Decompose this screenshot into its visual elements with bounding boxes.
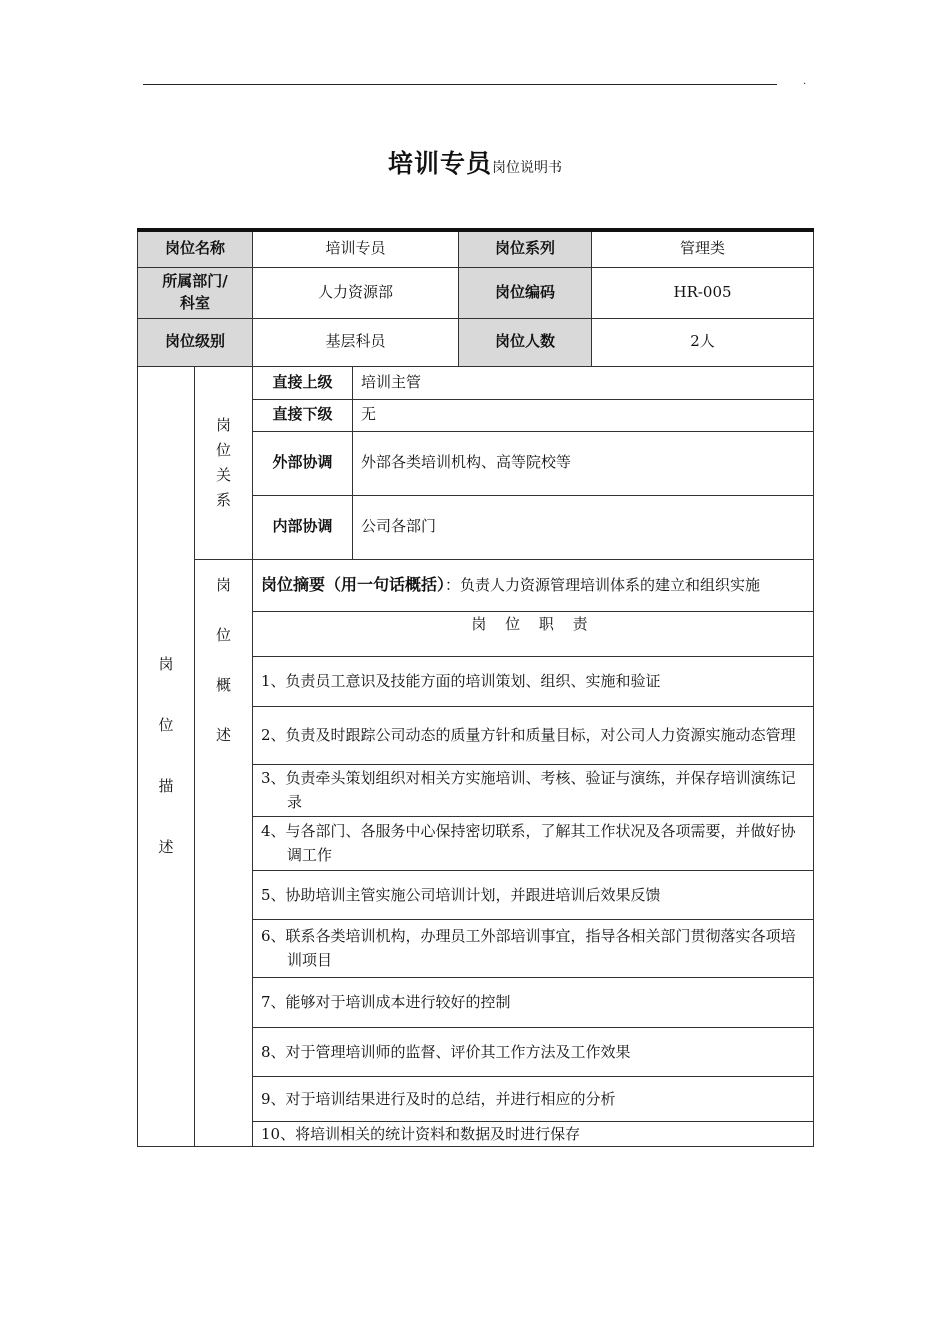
- level-label: 岗位级别: [138, 318, 253, 366]
- direct-superior-label: 直接上级: [253, 366, 353, 399]
- job-description-table: [137, 228, 814, 1147]
- duty-item: 6、联系各类培训机构，办理员工外部培训事宜，指导各相关部门贯彻落实各项培训项目: [253, 919, 814, 977]
- duty-item: 4、与各部门、各服务中心保持密切联系，了解其工作状况及各项需要，并做好协调工作: [253, 816, 814, 870]
- headcount-label: 岗位人数: [459, 318, 592, 366]
- overview-char: 岗: [216, 575, 232, 594]
- headcount-value: 2人: [592, 318, 814, 366]
- internal-label: 内部协调: [253, 495, 353, 559]
- relations-char: 系: [216, 490, 232, 509]
- overview-char: 概: [216, 675, 232, 694]
- dept-label-line2: 科室: [180, 293, 211, 312]
- duty-item: 5、协助培训主管实施公司培训计划，并跟进培训后效果反馈: [253, 870, 814, 919]
- relations-char: 位: [216, 440, 232, 459]
- duty-item: 10、将培训相关的统计资料和数据及时进行保存: [253, 1121, 814, 1146]
- position-name-value: 培训专员: [253, 230, 459, 267]
- title-sub: 岗位说明书: [492, 160, 562, 176]
- section-label-overview: [195, 559, 253, 1146]
- section-char: 描: [158, 777, 174, 795]
- series-value: 管理类: [592, 230, 814, 267]
- dept-label: [138, 267, 253, 318]
- duty-item: 9、对于培训结果进行及时的总结，并进行相应的分析: [253, 1076, 814, 1121]
- duties-title: 岗 位 职 责: [253, 611, 814, 656]
- internal-value: 公司各部门: [353, 495, 814, 559]
- dept-value: 人力资源部: [253, 267, 459, 318]
- duty-item: 3、负责牵头策划组织对相关方实施培训、考核、验证与演练，并保存培训演练记录: [253, 764, 814, 816]
- section-label-relations: [195, 366, 253, 559]
- level-value: 基层科员: [253, 318, 459, 366]
- external-label: 外部协调: [253, 431, 353, 495]
- direct-subordinate-value: 无: [353, 399, 814, 431]
- relations-char: 关: [216, 465, 232, 484]
- summary-cell: [253, 559, 814, 611]
- code-value: HR-005: [592, 267, 814, 318]
- section-label-description: [138, 366, 195, 1146]
- duty-item: 8、对于管理培训师的监督、评价其工作方法及工作效果: [253, 1027, 814, 1076]
- duty-item: 1、负责员工意识及技能方面的培训策划、组织、实施和验证: [253, 656, 814, 706]
- direct-superior-value: 培训主管: [353, 366, 814, 399]
- overview-char: 述: [216, 725, 232, 744]
- document-title: [0, 144, 950, 180]
- dept-label-line1: 所属部门/: [162, 271, 228, 290]
- duty-item: 2、负责及时跟踪公司动态的质量方针和质量目标，对公司人力资源实施动态管理: [253, 706, 814, 764]
- header-rule: [143, 84, 777, 85]
- row-level: [138, 318, 814, 366]
- relations-char: 岗: [216, 415, 232, 434]
- header-dot: .: [803, 76, 807, 87]
- summary-text: ：负责人力资源管理培训体系的建立和组织实施: [445, 576, 761, 594]
- series-label: 岗位系列: [459, 230, 592, 267]
- external-value: 外部各类培训机构、高等院校等: [353, 431, 814, 495]
- row-summary: [138, 559, 814, 611]
- direct-subordinate-label: 直接下级: [253, 399, 353, 431]
- code-label: 岗位编码: [459, 267, 592, 318]
- section-char: 岗: [158, 655, 174, 673]
- duty-item: 7、能够对于培训成本进行较好的控制: [253, 977, 814, 1027]
- section-char: 位: [158, 716, 174, 734]
- row-position-name: [138, 230, 814, 267]
- summary-label: 岗位摘要（用一句话概括）: [261, 575, 446, 594]
- row-department: [138, 267, 814, 318]
- row-direct-superior: [138, 366, 814, 399]
- position-name-label: 岗位名称: [138, 230, 253, 267]
- overview-char: 位: [216, 625, 232, 644]
- section-char: 述: [158, 838, 174, 856]
- title-main: 培训专员: [387, 149, 492, 178]
